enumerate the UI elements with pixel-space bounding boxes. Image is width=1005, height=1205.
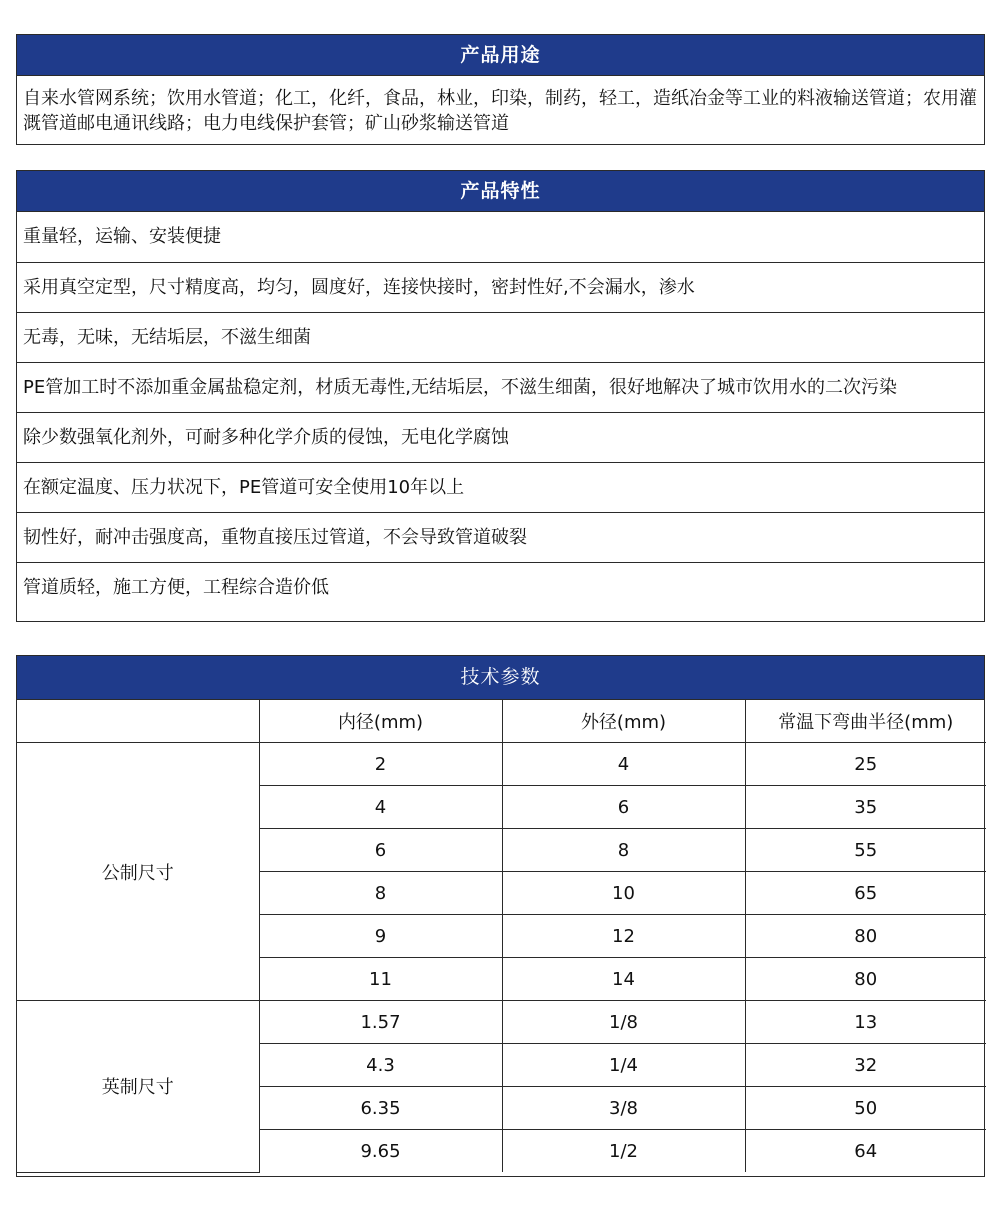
usage-panel: [16, 34, 985, 145]
bend-radius-cell: 50: [745, 1087, 986, 1130]
inner-diameter-cell: 1.57: [259, 1001, 502, 1044]
bend-radius-cell: 13: [745, 1001, 986, 1044]
specs-table: [17, 700, 986, 1173]
outer-diameter-cell: 1/8: [502, 1001, 745, 1044]
column-header-inner-diameter: 内径(mm): [259, 700, 502, 743]
inner-diameter-cell: 4: [259, 786, 502, 829]
feature-item: 除少数强氧化剂外，可耐多种化学介质的侵蚀，无电化学腐蚀: [17, 412, 984, 462]
feature-item: 采用真空定型，尺寸精度高，均匀，圆度好，连接快接时，密封性好,不会漏水，渗水: [17, 262, 984, 312]
feature-item: 无毒，无味，无结垢层，不滋生细菌: [17, 312, 984, 362]
feature-item: 重量轻，运输、安装便捷: [23, 226, 221, 247]
feature-item: 在额定温度、压力状况下，PE管道可安全使用10年以上: [17, 462, 984, 512]
features-title: 产品特性: [17, 171, 984, 212]
bend-radius-cell: 35: [745, 786, 986, 829]
bend-radius-cell: 80: [745, 915, 986, 958]
inner-diameter-cell: 9: [259, 915, 502, 958]
size-group-label: 英制尺寸: [17, 1001, 259, 1173]
feature-list: [17, 212, 984, 612]
outer-diameter-cell: 14: [502, 958, 745, 1001]
bend-radius-cell: 55: [745, 829, 986, 872]
column-header-bend-radius: 常温下弯曲半径(mm): [745, 700, 986, 743]
outer-diameter-cell: 1/4: [502, 1044, 745, 1087]
bend-radius-cell: 25: [745, 743, 986, 786]
outer-diameter-cell: 6: [502, 786, 745, 829]
outer-diameter-cell: 12: [502, 915, 745, 958]
table-row: [17, 743, 986, 786]
inner-diameter-cell: 8: [259, 872, 502, 915]
feature-item: 韧性好，耐冲击强度高，重物直接压过管道，不会导致管道破裂: [17, 512, 984, 562]
size-group-label: 公制尺寸: [17, 743, 259, 1001]
column-header: [17, 700, 259, 743]
bend-radius-cell: 80: [745, 958, 986, 1001]
usage-text: 自来水管网系统；饮用水管道；化工，化纤，食品，林业，印染，制药，轻工，造纸冶金等工业的料液输送管道；农用灌溉管道邮电通讯线路；电力电线保护套管；矿山砂浆输送管道: [23, 88, 977, 134]
inner-diameter-cell: 6.35: [259, 1087, 502, 1130]
column-header-outer-diameter: 外径(mm): [502, 700, 745, 743]
bend-radius-cell: 32: [745, 1044, 986, 1087]
feature-item: PE管加工时不添加重金属盐稳定剂，材质无毒性,无结垢层，不滋生细菌，很好地解决了城市饮用水的二次污染: [17, 362, 984, 412]
inner-diameter-cell: 6: [259, 829, 502, 872]
specs-panel: [16, 655, 985, 1177]
inner-diameter-cell: 4.3: [259, 1044, 502, 1087]
outer-diameter-cell: 3/8: [502, 1087, 745, 1130]
bend-radius-cell: 64: [745, 1130, 986, 1173]
specs-title: 技术参数: [17, 656, 984, 700]
feature-item: 管道质轻，施工方便，工程综合造价低: [17, 562, 984, 612]
outer-diameter-cell: 10: [502, 872, 745, 915]
inner-diameter-cell: 11: [259, 958, 502, 1001]
outer-diameter-cell: 4: [502, 743, 745, 786]
table-row: [17, 1001, 986, 1044]
inner-diameter-cell: 9.65: [259, 1130, 502, 1173]
outer-diameter-cell: 1/2: [502, 1130, 745, 1173]
features-panel: [16, 170, 985, 622]
inner-diameter-cell: 2: [259, 743, 502, 786]
usage-title: 产品用途: [17, 35, 984, 76]
specs-header-row: [17, 700, 986, 743]
bend-radius-cell: 65: [745, 872, 986, 915]
outer-diameter-cell: 8: [502, 829, 745, 872]
